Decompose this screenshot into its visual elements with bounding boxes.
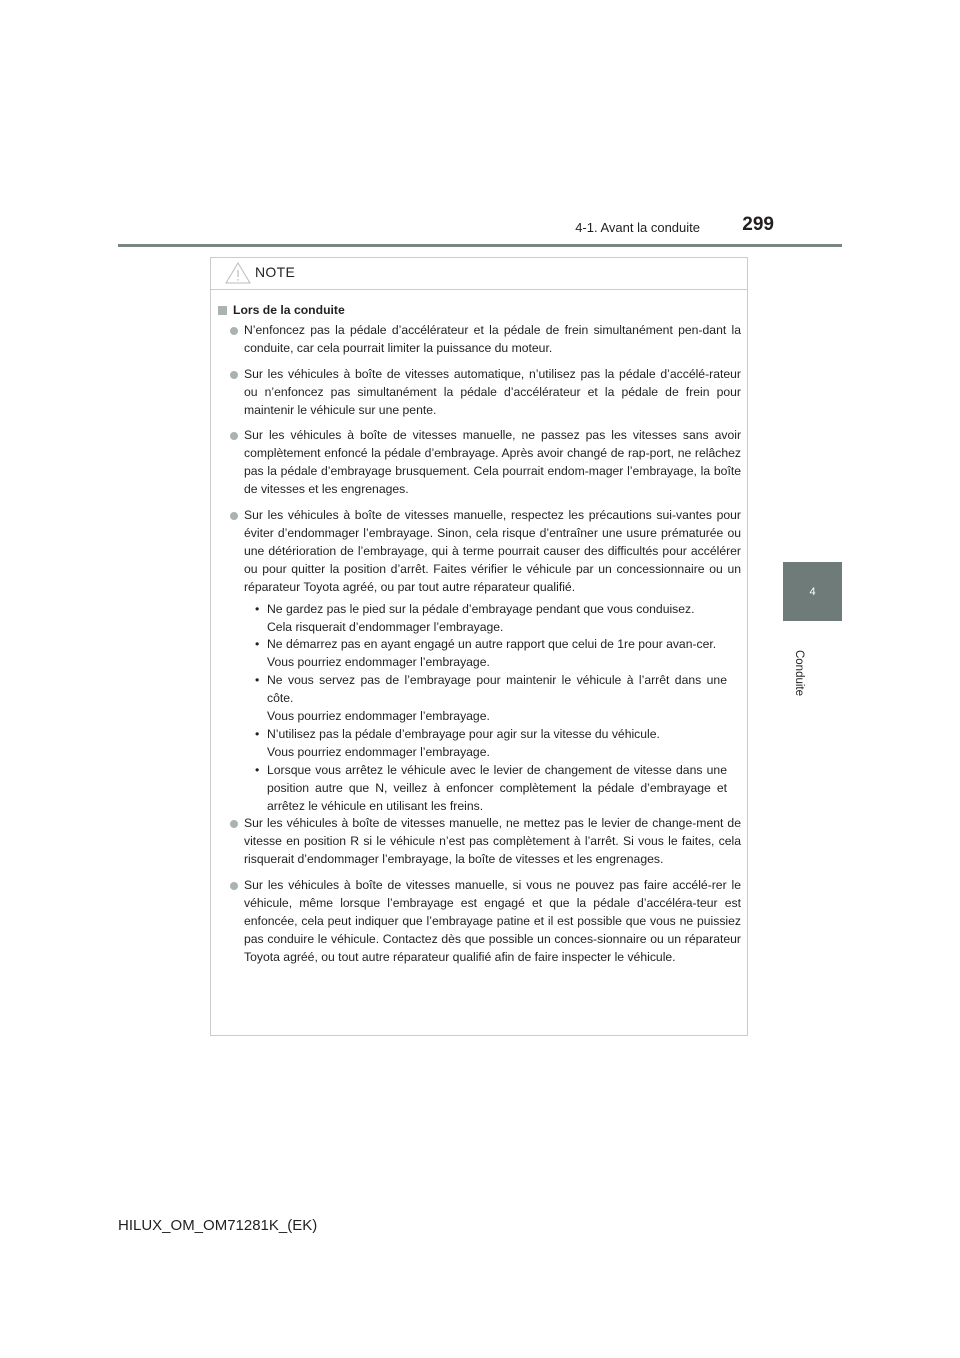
list-item <box>230 366 741 420</box>
sublist-item <box>255 762 727 816</box>
round-bullet-icon <box>230 327 238 335</box>
round-bullet-icon <box>230 432 238 440</box>
section-heading <box>218 302 741 320</box>
list-item <box>230 322 741 358</box>
round-bullet-icon <box>230 371 238 379</box>
sublist-item-text: Ne vous servez pas de l’embrayage pour maintenir le véhicule à l’arrêt dans une côte. <box>267 673 727 706</box>
sublist-bullet: • <box>255 637 260 652</box>
list-item <box>230 815 741 869</box>
warning-triangle-icon <box>225 262 251 284</box>
list-item <box>230 427 741 499</box>
sublist-item-note: Vous pourriez endommager l’embrayage. <box>267 744 490 759</box>
list-item-text: Sur les véhicules à boîte de vitesses manuelle, ne passez pas les vitesses sans avoir complètement enfoncé la pédale d’embrayage. Après avoir changé de rap-port, ne relâchez pas la pédale d’embrayage brusquement. Cela pourrait endom-mager l’embrayage, la boîte de vitesses et les engrenages. <box>244 428 741 497</box>
sublist-item <box>255 726 727 762</box>
round-bullet-icon <box>230 512 238 520</box>
sublist-item <box>255 636 727 672</box>
chapter-tab-number: 4 <box>809 585 816 598</box>
sublist-item <box>255 601 727 637</box>
sublist-item-note: Cela risquerait d’endommager l’embrayage. <box>267 619 504 634</box>
sublist-item-text: Lorsque vous arrêtez le véhicule avec le levier de changement de vitesse dans une position autre que N, veillez à enfoncer complètement la pédale d’embrayage et arrêtez le véhicule en utilisant les freins. <box>267 762 727 813</box>
sublist-item-text: Ne gardez pas le pied sur la pédale d’embrayage pendant que vous conduisez. <box>267 601 695 616</box>
sublist-bullet: • <box>255 601 260 616</box>
chapter-side-label <box>770 628 829 718</box>
list-item-text: N’enfoncez pas la pédale d’accélérateur et la pédale de frein simultanément pen-dant la conduite, car cela pourrait limiter la puissance du moteur. <box>244 322 741 355</box>
sublist-bullet: • <box>255 673 260 688</box>
section-heading-text: Lors de la conduite <box>233 303 345 317</box>
sublist-item-note: Vous pourriez endommager l’embrayage. <box>267 709 490 724</box>
round-bullet-icon <box>230 882 238 890</box>
list-item <box>230 507 741 597</box>
document-code: HILUX_OM_OM71281K_(EK) <box>118 1217 318 1234</box>
sublist-item-text: Ne démarrez pas en ayant engagé un autre rapport que celui de 1re pour avan-cer. <box>267 637 717 652</box>
sublist-item-text: N’utilisez pas la pédale d’embrayage pour agir sur la vitesse du véhicule. <box>267 726 660 741</box>
list-item <box>230 877 741 967</box>
note-body <box>211 290 747 967</box>
note-box <box>210 257 748 1036</box>
chapter-side-label-text: Conduite <box>793 649 806 697</box>
sublist-bullet: • <box>255 726 260 741</box>
list-item-text: Sur les véhicules à boîte de vitesses automatique, n’utilisez pas la pédale d’accélé-rateur ou n’enfoncez pas simultanément la pédale d’accélérateur et la pédale de frein pour maintenir le véhicule sur une pente. <box>244 366 741 417</box>
note-title: NOTE <box>255 264 296 280</box>
page-number: 299 <box>742 214 774 235</box>
precautions-sublist <box>255 601 741 816</box>
sublist-item <box>255 672 727 726</box>
note-header <box>211 258 747 290</box>
sublist-bullet: • <box>255 762 260 777</box>
sublist-item-note: Vous pourriez endommager l’embrayage. <box>267 655 490 670</box>
chapter-tab[interactable] <box>783 562 842 621</box>
square-bullet-icon <box>218 306 227 315</box>
list-item-text: Sur les véhicules à boîte de vitesses manuelle, respectez les précautions sui-vantes pour éviter d’endommager l’embrayage. Sinon, cela risque d’entraîner une usure prématurée ou une détérioration de l’embrayage, qui à terme pourrait causer des difficultés pour accélérer ou pour quitter la position d’arrêt. Faites vérifier le véhicule par un concessionnaire ou un réparateur Toyota agréé, ou par tout autre réparateur qualifié. <box>244 508 741 594</box>
chapter-heading: 4-1. Avant la conduite <box>575 220 700 235</box>
header-rule <box>118 244 842 247</box>
list-item-text: Sur les véhicules à boîte de vitesses manuelle, ne mettez pas le levier de change-ment de vitesse en position R si le véhicule n’est pas complètement à l’arrêt. Si vous le faites, cela risquerait d’endommager l’embrayage, la boîte de vitesses et les engrenages. <box>244 816 741 867</box>
round-bullet-icon <box>230 820 238 828</box>
list-item-text: Sur les véhicules à boîte de vitesses manuelle, si vous ne pouvez pas faire accélé-rer le véhicule, même lorsque l’embrayage est engagé et que la pédale d’accéléra-teur est enfoncée, cela peut indiquer que l’embrayage patine et il est possible que vous ne puissiez pas conduire le véhicule. Contactez dès que possible un conces-sionnaire ou un réparateur Toyota agréé, ou tout autre réparateur qualifié afin de faire inspecter le véhicule. <box>244 878 741 964</box>
